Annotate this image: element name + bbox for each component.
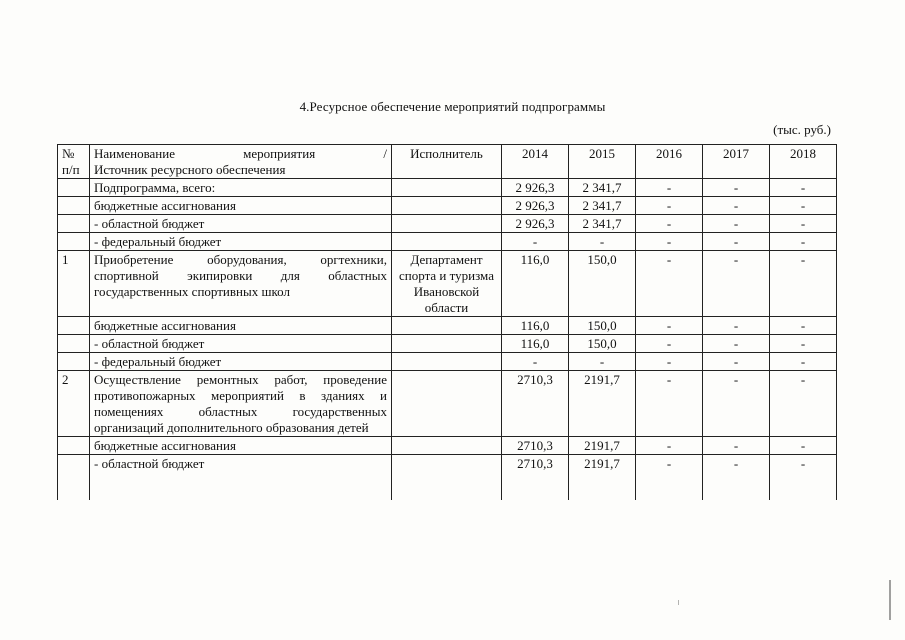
row-value-2014: 2710,3 <box>502 371 569 437</box>
row-executor <box>392 179 502 197</box>
row-value-2016: - <box>636 371 703 437</box>
row-value-2017: - <box>703 317 770 335</box>
table-row <box>58 437 837 455</box>
header-name-slash: / <box>383 146 387 161</box>
row-value-2015: 2 341,7 <box>569 215 636 233</box>
header-name-word1: Наименование <box>94 146 175 161</box>
row-value-2014: - <box>502 353 569 371</box>
row-value-2017: - <box>703 437 770 455</box>
header-year-2014: 2014 <box>502 145 569 179</box>
row-value-2015: 2191,7 <box>569 455 636 501</box>
row-name: бюджетные ассигнования <box>90 437 392 455</box>
row-value-2018: - <box>770 455 837 501</box>
header-year-2018: 2018 <box>770 145 837 179</box>
header-name-word2: мероприятия <box>243 146 316 161</box>
row-num: 2 <box>58 371 90 437</box>
row-value-2016: - <box>636 179 703 197</box>
row-value-2017: - <box>703 179 770 197</box>
row-value-2015: 150,0 <box>569 335 636 353</box>
row-num <box>58 233 90 251</box>
table-row <box>58 371 837 437</box>
header-year-2017: 2017 <box>703 145 770 179</box>
row-value-2016: - <box>636 197 703 215</box>
row-value-2016: - <box>636 437 703 455</box>
row-value-2017: - <box>703 233 770 251</box>
row-executor: Департамент спорта и туризма Ивановской области <box>392 251 502 317</box>
row-num <box>58 317 90 335</box>
table-row <box>58 179 837 197</box>
row-name: бюджетные ассигнования <box>90 197 392 215</box>
row-name: Подпрограмма, всего: <box>90 179 392 197</box>
resource-table <box>57 144 837 500</box>
row-value-2017: - <box>703 251 770 317</box>
row-executor <box>392 455 502 501</box>
row-value-2017: - <box>703 215 770 233</box>
header-year-2016: 2016 <box>636 145 703 179</box>
table-row <box>58 317 837 335</box>
row-name: Осуществление ремонтных работ, проведение противопожарных мероприятий в зданиях и помещениях областных государственных организаций дополнительного образования детей <box>90 371 392 437</box>
row-name: - федеральный бюджет <box>90 353 392 371</box>
row-value-2015: - <box>569 353 636 371</box>
row-value-2014: 2710,3 <box>502 437 569 455</box>
table-row <box>58 335 837 353</box>
row-value-2018: - <box>770 335 837 353</box>
row-value-2018: - <box>770 437 837 455</box>
row-value-2018: - <box>770 317 837 335</box>
row-value-2014: 2 926,3 <box>502 179 569 197</box>
row-value-2018: - <box>770 251 837 317</box>
document-title: 4.Ресурсное обеспечение мероприятий подпрограммы <box>299 99 606 114</box>
row-executor <box>392 335 502 353</box>
row-num: 1 <box>58 251 90 317</box>
row-value-2015: 2191,7 <box>569 437 636 455</box>
table-row <box>58 233 837 251</box>
row-value-2018: - <box>770 197 837 215</box>
table-row <box>58 353 837 371</box>
row-name: - федеральный бюджет <box>90 233 392 251</box>
row-num <box>58 335 90 353</box>
row-value-2015: 150,0 <box>569 317 636 335</box>
row-value-2015: 2 341,7 <box>569 197 636 215</box>
row-executor <box>392 233 502 251</box>
units-label: (тыс. руб.) <box>773 122 831 137</box>
row-num <box>58 437 90 455</box>
row-num <box>58 455 90 501</box>
row-executor <box>392 353 502 371</box>
row-value-2016: - <box>636 215 703 233</box>
table-header-row <box>58 145 837 179</box>
row-value-2018: - <box>770 233 837 251</box>
row-value-2015: - <box>569 233 636 251</box>
scan-mark <box>678 600 679 605</box>
header-name <box>90 145 392 179</box>
table-row <box>58 455 837 501</box>
row-value-2018: - <box>770 215 837 233</box>
header-year-2015: 2015 <box>569 145 636 179</box>
row-executor <box>392 197 502 215</box>
row-name: бюджетные ассигнования <box>90 317 392 335</box>
row-value-2018: - <box>770 353 837 371</box>
row-num <box>58 353 90 371</box>
row-value-2015: 2 341,7 <box>569 179 636 197</box>
row-value-2017: - <box>703 455 770 501</box>
header-name-line2: Источник ресурсного обеспечения <box>94 162 286 177</box>
row-name: - областной бюджет <box>90 335 392 353</box>
row-value-2015: 2191,7 <box>569 371 636 437</box>
row-value-2016: - <box>636 335 703 353</box>
table-row <box>58 215 837 233</box>
scan-mark <box>889 580 891 620</box>
row-name: - областной бюджет <box>90 215 392 233</box>
row-value-2017: - <box>703 371 770 437</box>
row-executor <box>392 317 502 335</box>
row-value-2014: 2 926,3 <box>502 197 569 215</box>
row-name: Приобретение оборудования, оргтехники, спортивной экипировки для областных государственных спортивных школ <box>90 251 392 317</box>
row-executor <box>392 215 502 233</box>
header-executor: Исполнитель <box>392 145 502 179</box>
row-value-2014: - <box>502 233 569 251</box>
row-value-2014: 2710,3 <box>502 455 569 501</box>
row-num <box>58 179 90 197</box>
row-value-2014: 116,0 <box>502 317 569 335</box>
row-name: - областной бюджет <box>90 455 392 501</box>
row-value-2016: - <box>636 233 703 251</box>
row-value-2017: - <box>703 335 770 353</box>
table-row <box>58 251 837 317</box>
row-value-2016: - <box>636 317 703 335</box>
row-value-2017: - <box>703 197 770 215</box>
row-value-2018: - <box>770 179 837 197</box>
table-row <box>58 197 837 215</box>
row-value-2018: - <box>770 371 837 437</box>
row-value-2014: 116,0 <box>502 251 569 317</box>
row-num <box>58 215 90 233</box>
row-value-2016: - <box>636 353 703 371</box>
row-value-2016: - <box>636 251 703 317</box>
row-value-2017: - <box>703 353 770 371</box>
row-value-2014: 2 926,3 <box>502 215 569 233</box>
header-num: № п/п <box>58 145 90 179</box>
row-value-2015: 150,0 <box>569 251 636 317</box>
row-executor <box>392 437 502 455</box>
row-value-2016: - <box>636 455 703 501</box>
row-executor <box>392 371 502 437</box>
row-num <box>58 197 90 215</box>
row-value-2014: 116,0 <box>502 335 569 353</box>
